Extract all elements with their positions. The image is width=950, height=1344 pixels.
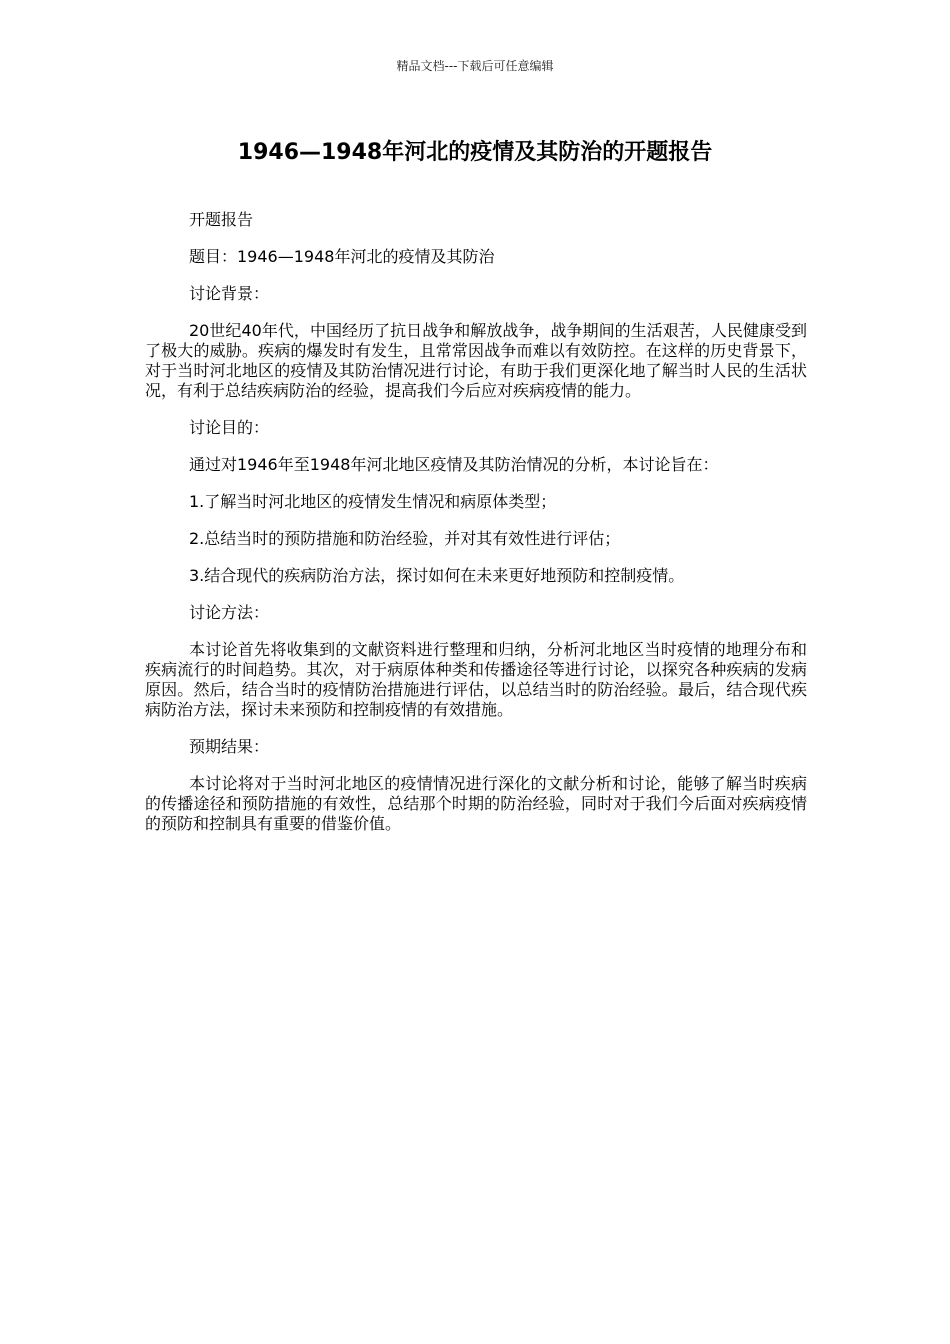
background-paragraph: 20世纪40年代，中国经历了抗日战争和解放战争，战争期间的生活艰苦，人民健康受到了极大的威胁。疾病的爆发时有发生，且常常因战争而难以有效防控。在这样的历史背景下，对于当时河北地区的疫情及其防治情况进行讨论，有助于我们更深化地了解当时人民的生活状况，有利于总结疾病防治的经验，提高我们今后应对疾病疫情的能力。 [145,321,807,400]
purpose-item-1: 1.了解当时河北地区的疫情发生情况和病原体类型； [189,492,557,511]
section-heading-method: 讨论方法： [189,603,270,622]
topic-line: 题目：1946—1948年河北的疫情及其防治 [189,247,495,266]
section-label-report: 开题报告 [189,210,254,229]
document-body [145,210,807,834]
purpose-intro: 通过对1946年至1948年河北地区疫情及其防治情况的分析，本讨论旨在： [189,455,719,474]
results-paragraph: 本讨论将对于当时河北地区的疫情情况进行深化的文献分析和讨论，能够了解当时疾病的传播途径和预防措施的有效性，总结那个时期的防治经验，同时对于我们今后面对疾病疫情的预防和控制具有重要的借鉴价值。 [145,774,807,833]
method-paragraph: 本讨论首先将收集到的文献资料进行整理和归纳，分析河北地区当时疫情的地理分布和疾病流行的时间趋势。其次，对于病原体种类和传播途径等进行讨论，以探究各种疾病的发病原因。然后，结合当时的疫情防治措施进行评估，以总结当时的防治经验。最后，结合现代疾病防治方法，探讨未来预防和控制疫情的有效措施。 [145,640,807,719]
purpose-item-3: 3.结合现代的疾病防治方法，探讨如何在未来更好地预防和控制疫情。 [189,566,685,585]
section-heading-results: 预期结果： [189,737,270,756]
purpose-item-2: 2.总结当时的预防措施和防治经验，并对其有效性进行评估； [189,529,621,548]
document-title: 1946—1948年河北的疫情及其防治的开题报告 [237,140,713,165]
page-header: 精品文档---下载后可任意编辑 [396,59,554,73]
section-heading-background: 讨论背景： [189,284,270,303]
section-heading-purpose: 讨论目的： [189,418,270,437]
